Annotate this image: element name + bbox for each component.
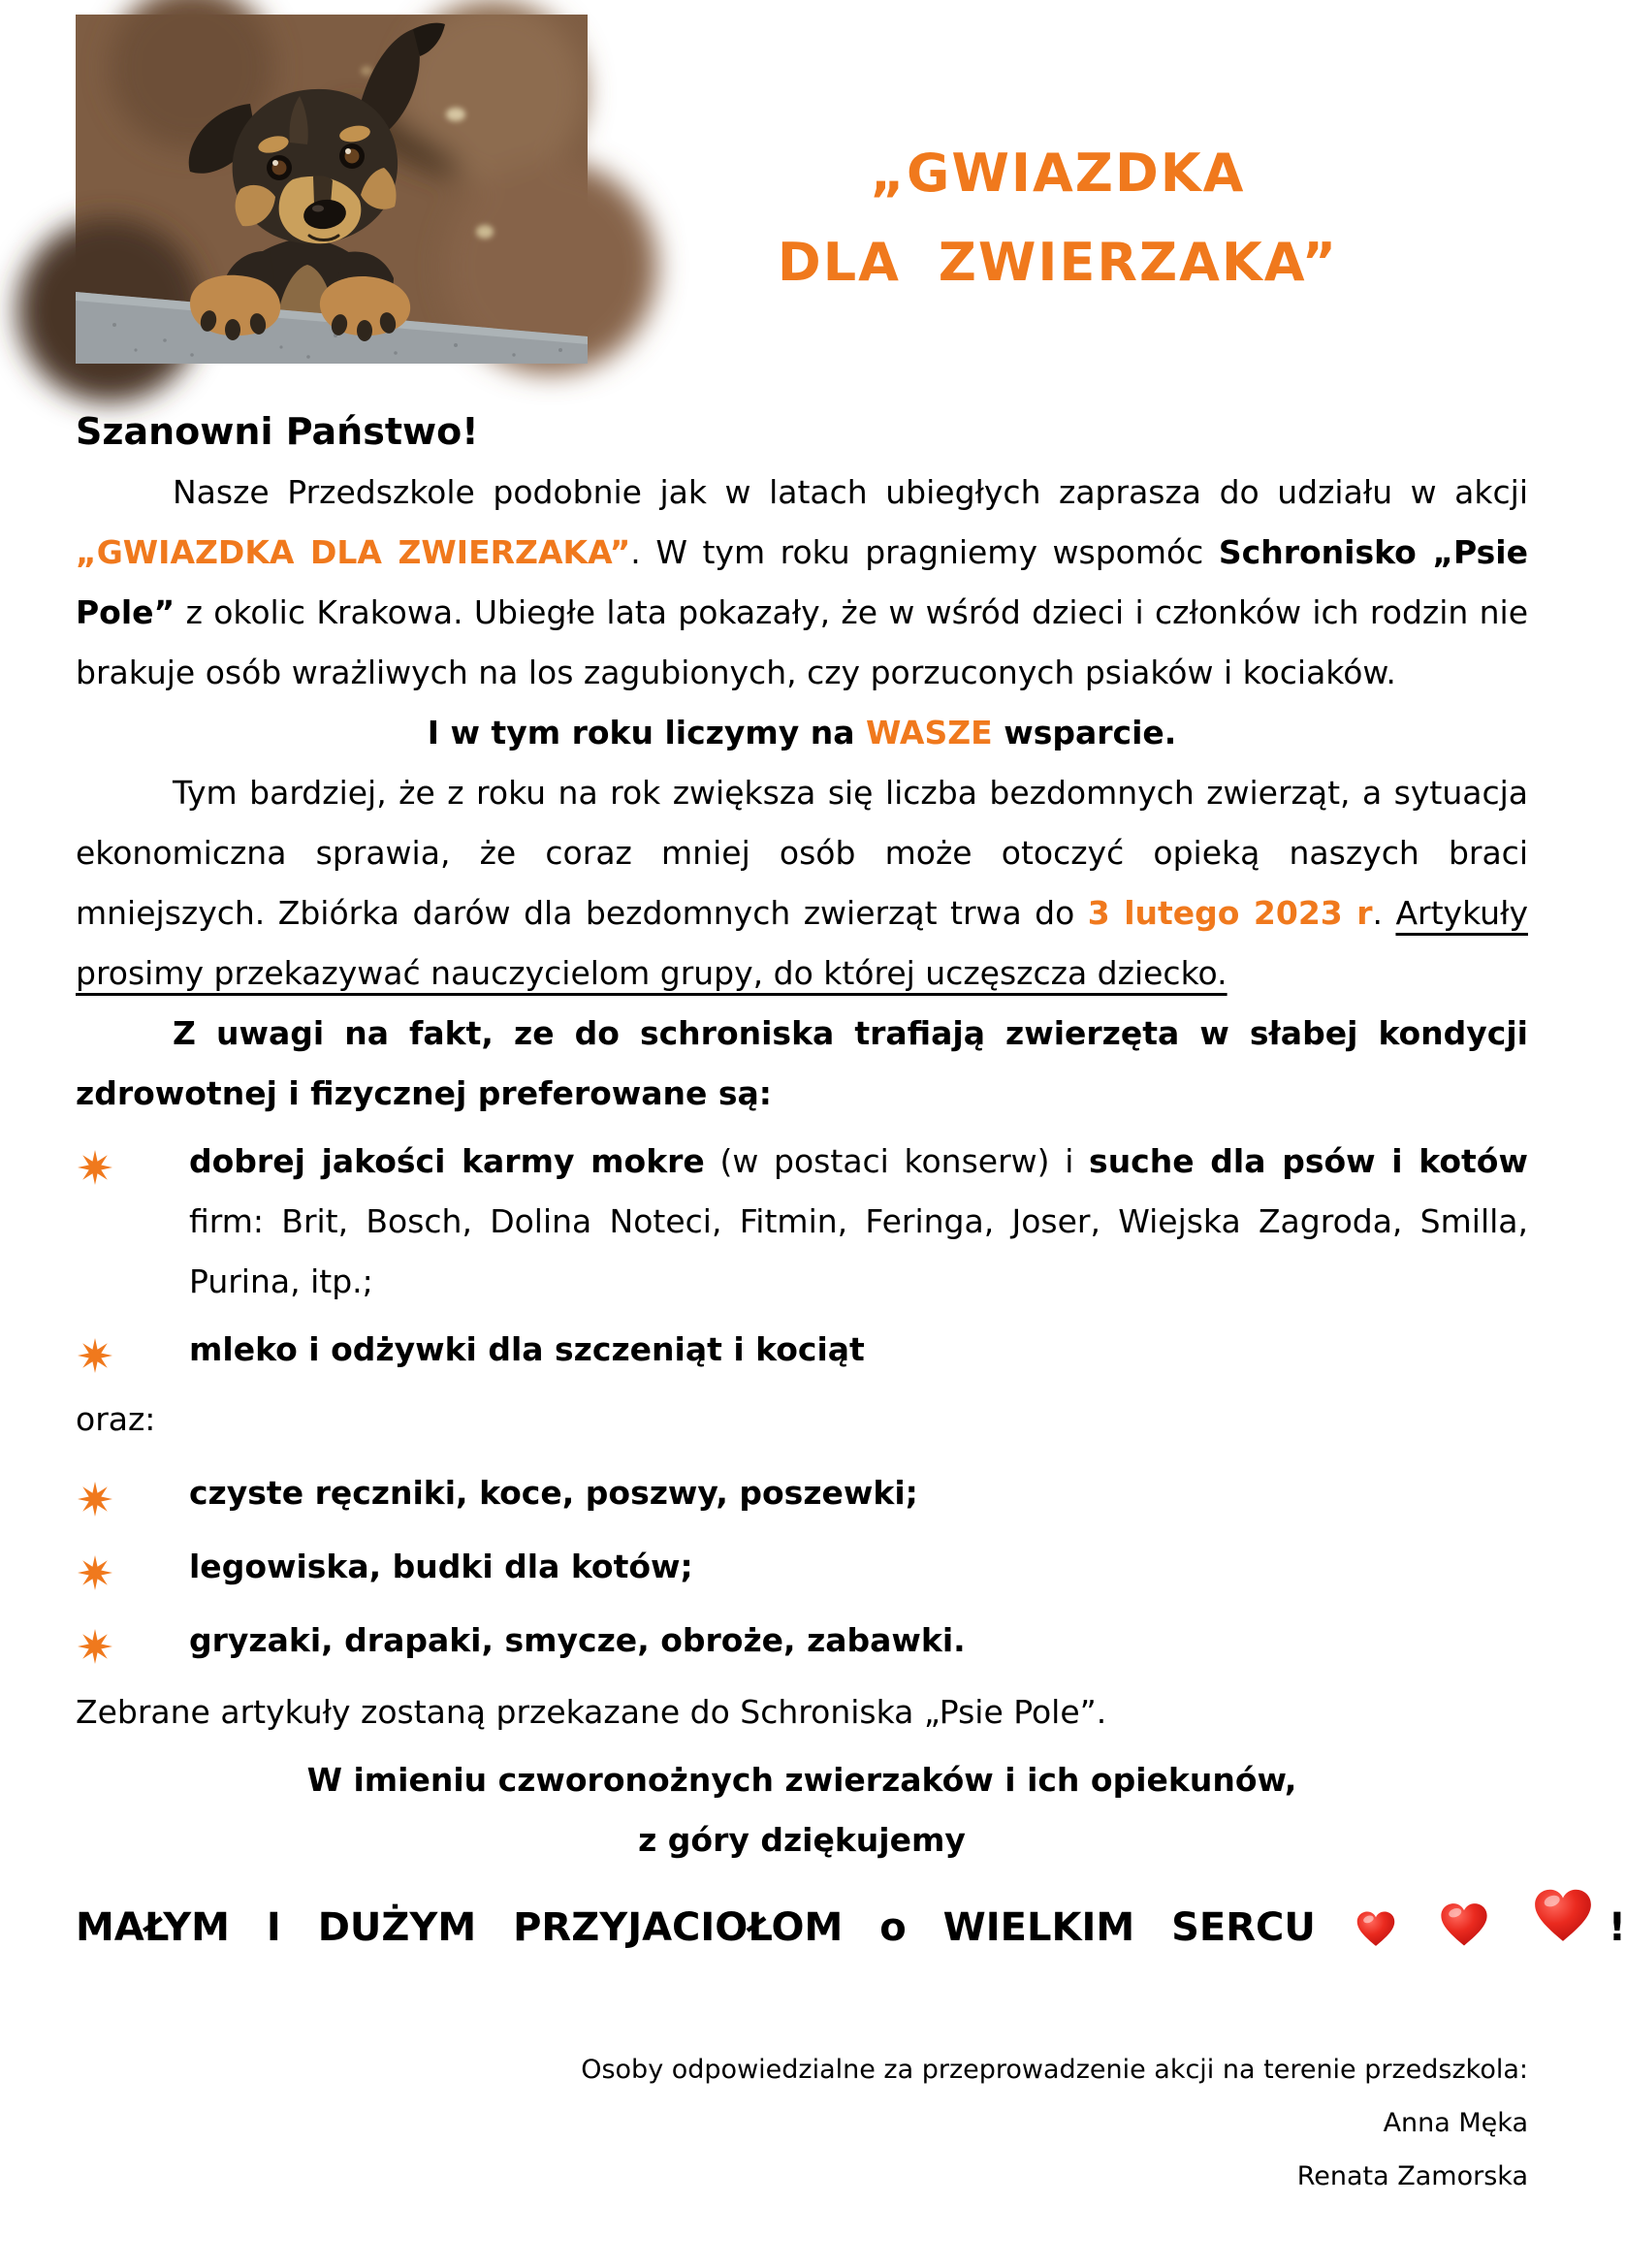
greeting: Szanowni Państwo! <box>76 410 479 453</box>
campaign-name-accent: „GWIAZDKA DLA ZWIERZAKA” <box>76 533 631 571</box>
puppy-photo-illustration <box>76 15 588 364</box>
list-item-food <box>76 1132 1528 1312</box>
heart-icon-medium <box>1438 1901 1490 1948</box>
responsible-person-1: Anna Męka <box>1383 2108 1528 2138</box>
shelter-name: Schronisko „Psie Pole” <box>76 533 1528 631</box>
list-item-towels <box>76 1463 1528 1523</box>
deadline-date-accent: 3 lutego 2023 r <box>1087 894 1373 932</box>
text-segment: wsparcie. <box>992 714 1177 751</box>
text-segment: legowiska, budki dla kotów; <box>189 1548 693 1585</box>
wasze-accent: WASZE <box>866 714 993 751</box>
bullet-star-icon <box>78 1623 112 1658</box>
paragraph-collection <box>76 763 1528 1004</box>
support-line <box>76 703 1528 763</box>
thanks-exclamation: ! <box>1608 1905 1626 1950</box>
responsible-person-2: Renata Zamorska <box>1296 2161 1528 2191</box>
text-segment: Tym bardziej, że z roku na rok zwiększa się liczba bezdomnych zwierząt, a sytuacja ekonomiczna sprawia, że coraz mniej osób może otoczyć opieką naszych braci mniejszych. Zbiórka darów dla bezdomnych zwierząt trwa do <box>76 774 1528 932</box>
text-segment: gryzaki, drapaki, smycze, obroże, zabawki. <box>189 1621 966 1659</box>
text-segment: Nasze Przedszkole podobnie jak w latach ubiegłych zaprasza do udziału w akcji <box>173 473 1528 511</box>
responsible-label: Osoby odpowiedzialne za przeprowadzenie akcji na terenie przedszkola: <box>581 2055 1528 2085</box>
thanks-text: MAŁYM I DUŻYM PRZYJACIOŁOM o WIELKIM SERCU <box>76 1905 1316 1950</box>
heart-icon-small <box>1355 1909 1397 1948</box>
text-segment: dobrej jakości karmy mokre <box>189 1142 705 1180</box>
title-line-2: DLA ZWIERZAKA” <box>777 232 1339 293</box>
flyer-title <box>588 15 1528 307</box>
handover-note: Zebrane artykuły zostaną przekazane do Schroniska „Psie Pole”. <box>76 1693 1107 1731</box>
thanks-line <box>76 1886 1626 1967</box>
heart-icon-large <box>1531 1886 1595 1944</box>
behalf-line-2: z góry dziękujemy <box>638 1821 966 1859</box>
paragraph-intro <box>76 463 1528 703</box>
list-item-milk <box>76 1320 1528 1380</box>
bullet-star-icon <box>78 1144 112 1179</box>
list-connector: oraz: <box>76 1400 156 1438</box>
text-segment: (w postaci konserw) i <box>704 1142 1090 1180</box>
bullet-star-icon <box>78 1476 112 1511</box>
bullet-star-icon <box>78 1332 112 1367</box>
footer <box>76 2043 1528 2203</box>
list-item-beds <box>76 1537 1528 1597</box>
paragraph-preference: Z uwagi na fakt, ze do schroniska trafiają zwierzęta w słabej kondycji zdrowotnej i fizycznej preferowane są: <box>76 1014 1528 1112</box>
behalf-line-1: W imieniu czworonożnych zwierzaków i ich opiekunów, <box>306 1761 1297 1799</box>
text-segment: suche dla psów i kotów <box>1089 1142 1528 1180</box>
handover-instruction: Artykuły prosimy przekazywać nauczycielom grupy, do której uczęszcza dziecko. <box>76 894 1528 992</box>
text-segment: I w tym roku liczymy na <box>427 714 867 751</box>
header <box>76 15 1528 364</box>
title-line-1: „GWIAZDKA <box>870 143 1246 204</box>
bullet-star-icon <box>78 1549 112 1584</box>
puppy-photo <box>76 15 588 364</box>
text-segment: firm: Brit, Bosch, Dolina Noteci, Fitmin, Feringa, Joser, Wiejska Zagroda, Smilla, Purina, itp.; <box>189 1202 1528 1300</box>
text-segment: . <box>1372 894 1396 932</box>
text-segment: mleko i odżywki dla szczeniąt i kociąt <box>189 1330 865 1368</box>
list-item-toys <box>76 1611 1528 1671</box>
text-segment: czyste ręczniki, koce, poszwy, poszewki; <box>189 1474 918 1512</box>
text-segment: . W tym roku pragniemy wspomóc <box>630 533 1219 571</box>
text-segment: z okolic Krakowa. Ubiegłe lata pokazały, że w wśród dzieci i członków ich rodzin nie brakuje osób wrażliwych na los zagubionych, czy porzuconych psiaków i kociaków. <box>76 593 1528 691</box>
